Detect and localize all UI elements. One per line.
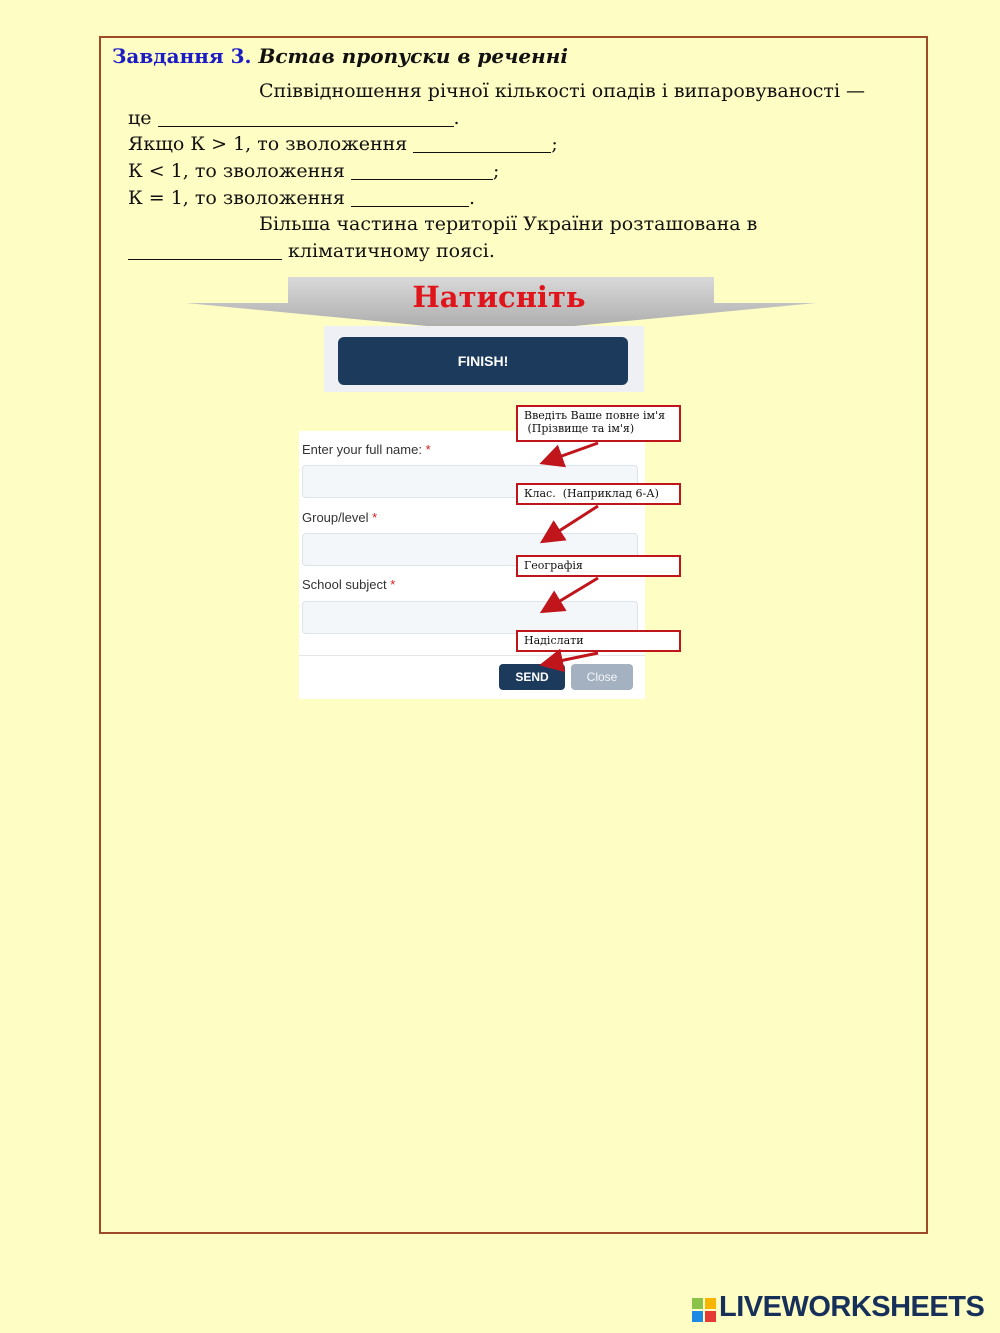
group-level-label <box>302 510 377 525</box>
blank-k-equals-1[interactable] <box>351 188 469 207</box>
blank-k-less-than-1[interactable] <box>351 161 493 180</box>
banner-label: Натисніть <box>412 280 586 314</box>
form-divider <box>299 655 645 656</box>
callout-full-name: Введіть Ваше повне ім'я (Прізвище та ім'я) <box>516 405 681 442</box>
liveworksheets-logo-text: LIVEWORKSHEETS <box>719 1291 985 1323</box>
callout-subject: Географія <box>516 555 681 577</box>
required-mark: * <box>372 510 378 525</box>
sentence-line-7 <box>128 240 495 262</box>
required-mark: * <box>390 577 396 592</box>
sentence-line-1: Співвідношення річної кількості опадів і випаровуваності — <box>259 80 866 102</box>
line-4-prefix: К < 1, то зволоження <box>128 160 345 182</box>
group-level-label-text: Group/level <box>302 510 369 525</box>
send-button[interactable]: SEND <box>499 664 565 690</box>
task-instruction: Встав пропуски в реченні <box>258 44 568 68</box>
full-name-label-text: Enter your full name: <box>302 442 422 457</box>
school-subject-label-text: School subject <box>302 577 387 592</box>
blank-climate-zone[interactable] <box>128 241 282 260</box>
sentence-line-5 <box>128 187 475 209</box>
line-7-suffix: кліматичному поясі. <box>288 240 495 262</box>
finish-button[interactable]: FINISH! <box>338 337 628 385</box>
line-2-prefix: це <box>128 107 152 129</box>
blank-k-greater-than-1[interactable] <box>413 134 551 153</box>
required-mark: * <box>425 442 431 457</box>
line-3-suffix: ; <box>551 133 558 155</box>
school-subject-label <box>302 577 395 592</box>
sentence-line-6: Більша частина території України розташована в <box>259 213 758 235</box>
full-name-label <box>302 442 431 457</box>
callout-group: Клас. (Наприклад 6-А) <box>516 483 681 505</box>
line-2-suffix: . <box>453 107 460 129</box>
callout-send: Надіслати <box>516 630 681 652</box>
sentence-line-2 <box>128 107 460 129</box>
line-5-suffix: . <box>468 187 475 209</box>
sentence-line-4 <box>128 160 499 182</box>
line-4-suffix: ; <box>492 160 500 182</box>
sentence-line-3 <box>128 133 558 155</box>
liveworksheets-logo-icon <box>692 1298 716 1322</box>
task-label: Завдання 3. <box>112 44 252 68</box>
line-5-prefix: К = 1, то зволоження <box>128 187 345 209</box>
task-title <box>112 44 568 68</box>
blank-ratio-term[interactable] <box>158 108 454 127</box>
line-3-prefix: Якщо К > 1, то зволоження <box>128 133 408 155</box>
close-button[interactable]: Close <box>571 664 633 690</box>
